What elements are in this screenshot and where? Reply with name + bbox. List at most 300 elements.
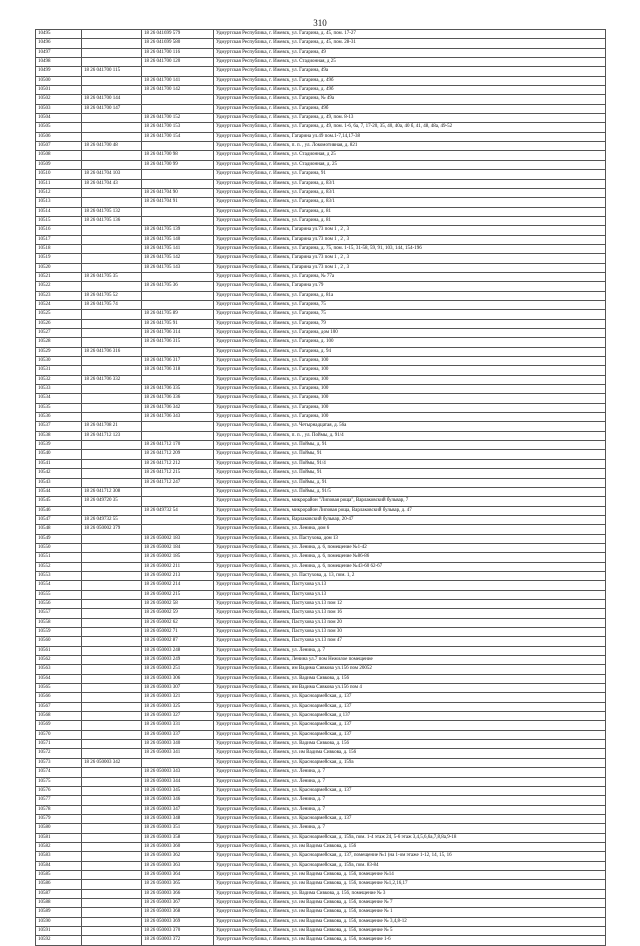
- row-number-cell: 10503: [36, 104, 82, 113]
- building-cadastral-number-cell: 18 26 050002 87: [142, 637, 214, 646]
- address-cell: Удмуртская Республика, г. Ижевск, микрорайон "Липовая роща", Варлаковский бульвар, 7: [214, 497, 606, 506]
- building-cadastral-number-cell: 18 26 041705 143: [142, 263, 214, 272]
- land-cadastral-number-cell: [82, 842, 142, 851]
- address-cell: Удмуртская Республика, г. Ижевск, Пастухова ул.13 пом 20: [214, 618, 606, 627]
- table-row: [36, 571, 606, 580]
- building-cadastral-number-cell: 18 26 050003 340: [142, 740, 214, 749]
- row-number-cell: 10527: [36, 329, 82, 338]
- address-cell: Удмуртская Республика, г. Ижевск, ул. Гагарина, д. 75, пом. 1-15, 31-58, 59, 91, 103, 144, 154-196: [214, 244, 606, 253]
- building-cadastral-number-cell: 18 26 050003 251: [142, 665, 214, 674]
- address-cell: Удмуртская Республика, г. Ижевск, п. п. , ул. Поймы, д. 91/4: [214, 431, 606, 440]
- row-number-cell: 10579: [36, 814, 82, 823]
- address-cell: Удмуртская Республика, г. Ижевск, ул. Гагарина, д. 81: [214, 207, 606, 216]
- building-cadastral-number-cell: 18 26 041699 579: [142, 30, 214, 39]
- table-row: [36, 263, 606, 272]
- land-cadastral-number-cell: [82, 58, 142, 67]
- land-cadastral-number-cell: [82, 889, 142, 898]
- row-number-cell: 10518: [36, 244, 82, 253]
- address-cell: Удмуртская Республика, г. Ижевск, Пастухова ул.13 пом 30: [214, 628, 606, 637]
- row-number-cell: 10568: [36, 712, 82, 721]
- table-row: [36, 497, 606, 506]
- land-cadastral-number-cell: 18 26 041700 48: [82, 142, 142, 151]
- address-cell: Удмуртская Республика, г. Ижевск, ул. Пастухова, д. 13, пом. 1, 2: [214, 571, 606, 580]
- land-cadastral-number-cell: [82, 543, 142, 552]
- building-cadastral-number-cell: 18 26 050003 321: [142, 693, 214, 702]
- land-cadastral-number-cell: [82, 394, 142, 403]
- building-cadastral-number-cell: 18 26 041705 140: [142, 235, 214, 244]
- table-row: [36, 684, 606, 693]
- building-cadastral-number-cell: 18 26 050003 365: [142, 880, 214, 889]
- address-cell: Удмуртская Республика, г. Ижевск, ул. Гагарина, д. 83/1: [214, 198, 606, 207]
- building-cadastral-number-cell: 18 26 041704 91: [142, 198, 214, 207]
- row-number-cell: 10551: [36, 553, 82, 562]
- building-cadastral-number-cell: 18 26 050003 362: [142, 852, 214, 861]
- building-cadastral-number-cell: 18 26 041705 36: [142, 282, 214, 291]
- table-row: [36, 525, 606, 534]
- land-cadastral-number-cell: [82, 852, 142, 861]
- row-number-cell: 10501: [36, 86, 82, 95]
- table-row: [36, 852, 606, 861]
- table-row: [36, 300, 606, 309]
- land-cadastral-number-cell: 18 26 041705 136: [82, 216, 142, 225]
- address-cell: Удмуртская Республика, г. Ижевск, ул. Красноармейская, д. 159а: [214, 758, 606, 767]
- land-cadastral-number-cell: [82, 814, 142, 823]
- building-cadastral-number-cell: 18 26 050003 325: [142, 702, 214, 711]
- address-cell: Удмуртская Республика, г. Ижевск, ул. Гагарина, 49: [214, 48, 606, 57]
- row-number-cell: 10499: [36, 67, 82, 76]
- table-row: [36, 385, 606, 394]
- building-cadastral-number-cell: 18 26 041712 212: [142, 459, 214, 468]
- row-number-cell: 10585: [36, 870, 82, 879]
- page-number: 310: [313, 18, 327, 28]
- land-cadastral-number-cell: 18 26 041712 308: [82, 487, 142, 496]
- table-row: [36, 637, 606, 646]
- table-row: [36, 889, 606, 898]
- table-row: [36, 590, 606, 599]
- address-cell: Удмуртская Республика, г. Ижевск, ул. Гагарина, 100: [214, 375, 606, 384]
- land-cadastral-number-cell: [82, 880, 142, 889]
- table-row: [36, 562, 606, 571]
- building-cadastral-number-cell: [142, 497, 214, 506]
- row-number-cell: 10502: [36, 95, 82, 104]
- land-cadastral-number-cell: 18 26 041705 52: [82, 291, 142, 300]
- land-cadastral-number-cell: [82, 646, 142, 655]
- row-number-cell: 10588: [36, 898, 82, 907]
- address-cell: Удмуртская Республика, г. Ижевск, ул. Красноармейская, д. 137: [214, 786, 606, 795]
- table-row: [36, 357, 606, 366]
- register-body: [36, 30, 606, 946]
- address-cell: Удмуртская Республика, г. Ижевск, ул. Гагарина, 100: [214, 366, 606, 375]
- address-cell: Удмуртская Республика, г. Ижевск, ул. Гагарина, 49а: [214, 67, 606, 76]
- address-cell: Удмуртская Республика, г. Ижевск, ул. Стадионная, д. 25: [214, 160, 606, 169]
- address-cell: Удмуртская Республика, г. Ижевск, Гагарина ул.73 пом 1 , 2 , 3: [214, 235, 606, 244]
- land-cadastral-number-cell: [82, 319, 142, 328]
- land-cadastral-number-cell: [82, 263, 142, 272]
- table-row: [36, 48, 606, 57]
- land-cadastral-number-cell: [82, 385, 142, 394]
- table-row: [36, 188, 606, 197]
- address-cell: Удмуртская Республика, г. Ижевск, Пастухова ул.13: [214, 590, 606, 599]
- land-cadastral-number-cell: [82, 123, 142, 132]
- table-row: [36, 543, 606, 552]
- row-number-cell: 10586: [36, 880, 82, 889]
- building-cadastral-number-cell: 18 26 050003 344: [142, 777, 214, 786]
- table-row: [36, 898, 606, 907]
- table-row: [36, 702, 606, 711]
- table-row: [36, 786, 606, 795]
- land-cadastral-number-cell: [82, 553, 142, 562]
- row-number-cell: 10553: [36, 571, 82, 580]
- row-number-cell: 10512: [36, 188, 82, 197]
- land-cadastral-number-cell: [82, 48, 142, 57]
- table-row: [36, 917, 606, 926]
- address-cell: Удмуртская Республика, г. Ижевск, ул. Гагарина, дом 100: [214, 329, 606, 338]
- building-cadastral-number-cell: 18 26 050002 213: [142, 571, 214, 580]
- address-cell: Удмуртская Республика, г. Ижевск, микрорайон Липовая роща, Варлаковский бульвар, д. 47: [214, 506, 606, 515]
- address-cell: Удмуртская Республика, г. Ижевск, им Вадима Сивкова ул.156 пом 4: [214, 684, 606, 693]
- row-number-cell: 10496: [36, 39, 82, 48]
- building-cadastral-number-cell: 18 26 041705 91: [142, 319, 214, 328]
- building-cadastral-number-cell: 18 26 050003 347: [142, 805, 214, 814]
- table-row: [36, 581, 606, 590]
- address-cell: Удмуртская Республика, г. Ижевск, ул. им Вадима Сивкова, д. 156, помещение № 3,4,8-12: [214, 917, 606, 926]
- table-row: [36, 86, 606, 95]
- building-cadastral-number-cell: 18 26 050003 370: [142, 927, 214, 936]
- land-cadastral-number-cell: [82, 590, 142, 599]
- land-cadastral-number-cell: [82, 796, 142, 805]
- row-number-cell: 10580: [36, 824, 82, 833]
- address-cell: Удмуртская Республика, г. Ижевск, Гагарина ул.73 пом 1 , 2 , 3: [214, 254, 606, 263]
- table-row: [36, 861, 606, 870]
- row-number-cell: 10523: [36, 291, 82, 300]
- row-number-cell: 10534: [36, 394, 82, 403]
- address-cell: Удмуртская Республика, г. Ижевск, ул. Гагарина, д. 45, пом. 28-31: [214, 39, 606, 48]
- address-cell: Удмуртская Республика, г. Ижевск, ул. Вадима Сивкова, д. 156, помещение № 3: [214, 889, 606, 898]
- building-cadastral-number-cell: 18 26 050003 345: [142, 786, 214, 795]
- building-cadastral-number-cell: 18 26 050003 248: [142, 646, 214, 655]
- land-cadastral-number-cell: [82, 721, 142, 730]
- row-number-cell: 10558: [36, 618, 82, 627]
- address-cell: Удмуртская Республика, г. Ижевск, ул. Четырнадцатая, д. 56а: [214, 422, 606, 431]
- building-cadastral-number-cell: 18 26 041712 209: [142, 450, 214, 459]
- land-cadastral-number-cell: [82, 618, 142, 627]
- address-cell: Удмуртская Республика, г. Ижевск, ул. Гагарина, 75: [214, 300, 606, 309]
- land-cadastral-number-cell: [82, 506, 142, 515]
- building-cadastral-number-cell: [142, 67, 214, 76]
- building-cadastral-number-cell: 18 26 041706 335: [142, 385, 214, 394]
- table-row: [36, 403, 606, 412]
- row-number-cell: 10592: [36, 936, 82, 945]
- table-row: [36, 740, 606, 749]
- land-cadastral-number-cell: [82, 403, 142, 412]
- table-row: [36, 628, 606, 637]
- building-cadastral-number-cell: 18 26 041712 247: [142, 478, 214, 487]
- row-number-cell: 10526: [36, 319, 82, 328]
- row-number-cell: 10531: [36, 366, 82, 375]
- row-number-cell: 10538: [36, 431, 82, 440]
- land-cadastral-number-cell: [82, 674, 142, 683]
- land-cadastral-number-cell: 18 26 049720 35: [82, 497, 142, 506]
- row-number-cell: 10582: [36, 842, 82, 851]
- row-number-cell: 10541: [36, 459, 82, 468]
- row-number-cell: 10556: [36, 599, 82, 608]
- building-cadastral-number-cell: [142, 431, 214, 440]
- address-cell: Удмуртская Республика, г. Ижевск, ул. Ленина, д. 7: [214, 796, 606, 805]
- land-cadastral-number-cell: [82, 132, 142, 141]
- address-cell: Удмуртская Республика, г. Ижевск, ул. Вадима Сивкова, д. 156: [214, 674, 606, 683]
- building-cadastral-number-cell: 18 26 041706 315: [142, 338, 214, 347]
- land-cadastral-number-cell: [82, 151, 142, 160]
- table-row: [36, 478, 606, 487]
- table-row: [36, 665, 606, 674]
- building-cadastral-number-cell: 18 26 050003 341: [142, 749, 214, 758]
- land-cadastral-number-cell: 18 26 041705 35: [82, 272, 142, 281]
- table-row: [36, 927, 606, 936]
- row-number-cell: 10564: [36, 674, 82, 683]
- table-row: [36, 824, 606, 833]
- address-cell: Удмуртская Республика, г. Ижевск, ул. Гагарина, д. 49, пом. 1-6, 6а, 7, 17-20, 35, 40, 40а, 40 б, 41, 48, 48а, 49-52: [214, 123, 606, 132]
- row-number-cell: 10529: [36, 347, 82, 356]
- row-number-cell: 10497: [36, 48, 82, 57]
- table-row: [36, 646, 606, 655]
- table-row: [36, 338, 606, 347]
- building-cadastral-number-cell: 18 26 050002 62: [142, 618, 214, 627]
- address-cell: Удмуртская Республика, г. Ижевск, Ленина ул.7 пом Нежилое помещение: [214, 656, 606, 665]
- land-cadastral-number-cell: [82, 786, 142, 795]
- address-cell: Удмуртская Республика, г. Ижевск, ул. им Вадима Сивкова, д. 156, помещение 1-6: [214, 936, 606, 945]
- row-number-cell: 10500: [36, 76, 82, 85]
- address-cell: Удмуртская Республика, г. Ижевск, ул. им Вадима Сивкова, д. 156, помещение № 1: [214, 908, 606, 917]
- table-row: [36, 534, 606, 543]
- address-cell: Удмуртская Республика, г. Ижевск, им Вадима Сивкова ул.156 пом 20052: [214, 665, 606, 674]
- land-cadastral-number-cell: [82, 198, 142, 207]
- address-cell: Удмуртская Республика, г. Ижевск, ул. Красноармейская, д 137: [214, 712, 606, 721]
- land-cadastral-number-cell: [82, 338, 142, 347]
- table-row: [36, 469, 606, 478]
- land-cadastral-number-cell: 18 26 041700 144: [82, 95, 142, 104]
- building-cadastral-number-cell: 18 26 041706 314: [142, 329, 214, 338]
- land-cadastral-number-cell: [82, 413, 142, 422]
- table-row: [36, 618, 606, 627]
- row-number-cell: 10520: [36, 263, 82, 272]
- address-cell: Удмуртская Республика, г. Ижевск, ул. Гагарина, 100: [214, 413, 606, 422]
- building-cadastral-number-cell: [142, 375, 214, 384]
- table-row: [36, 487, 606, 496]
- row-number-cell: 10569: [36, 721, 82, 730]
- table-row: [36, 842, 606, 851]
- address-cell: Удмуртская Республика, г. Ижевск, ул. Гагарина, д. 49б: [214, 76, 606, 85]
- building-cadastral-number-cell: [142, 170, 214, 179]
- address-cell: Удмуртская Республика, г. Ижевск, ул. Гагарина, 49б: [214, 104, 606, 113]
- address-cell: Удмуртская Республика, г. Ижевск, ул. Гагарина, № 49а: [214, 95, 606, 104]
- building-cadastral-number-cell: 18 26 041700 120: [142, 58, 214, 67]
- row-number-cell: 10495: [36, 30, 82, 39]
- building-cadastral-number-cell: [142, 179, 214, 188]
- address-cell: Удмуртская Республика, г. Ижевск, ул. им Вадима Сивкова, д. 156: [214, 749, 606, 758]
- row-number-cell: 10513: [36, 198, 82, 207]
- row-number-cell: 10540: [36, 450, 82, 459]
- land-cadastral-number-cell: 18 26 050003 342: [82, 758, 142, 767]
- building-cadastral-number-cell: 18 26 050003 360: [142, 842, 214, 851]
- row-number-cell: 10577: [36, 796, 82, 805]
- row-number-cell: 10571: [36, 740, 82, 749]
- row-number-cell: 10514: [36, 207, 82, 216]
- land-cadastral-number-cell: 18 26 041705 74: [82, 300, 142, 309]
- land-cadastral-number-cell: 18 26 041700 147: [82, 104, 142, 113]
- land-cadastral-number-cell: [82, 441, 142, 450]
- land-cadastral-number-cell: [82, 76, 142, 85]
- table-row: [36, 758, 606, 767]
- building-cadastral-number-cell: 18 26 041712 215: [142, 469, 214, 478]
- row-number-cell: 10504: [36, 114, 82, 123]
- land-cadastral-number-cell: [82, 39, 142, 48]
- building-cadastral-number-cell: 18 26 041700 98: [142, 151, 214, 160]
- building-cadastral-number-cell: 18 26 041705 142: [142, 254, 214, 263]
- address-cell: Удмуртская Республика, г. Ижевск, ул. Ленина, д. 7: [214, 805, 606, 814]
- row-number-cell: 10555: [36, 590, 82, 599]
- building-cadastral-number-cell: 18 26 041705 139: [142, 226, 214, 235]
- address-cell: Удмуртская Республика, г. Ижевск, ул. Гагарина, 100: [214, 403, 606, 412]
- address-cell: Удмуртская Республика, г. Ижевск, ул. Гагарина, д. 100: [214, 338, 606, 347]
- row-number-cell: 10533: [36, 385, 82, 394]
- land-cadastral-number-cell: [82, 936, 142, 945]
- address-cell: Удмуртская Республика, г. Ижевск, Гагарина ул.73 пом 1 , 2 , 3: [214, 263, 606, 272]
- table-row: [36, 674, 606, 683]
- row-number-cell: 10548: [36, 525, 82, 534]
- row-number-cell: 10549: [36, 534, 82, 543]
- building-cadastral-number-cell: 18 26 041706 343: [142, 413, 214, 422]
- address-cell: Удмуртская Республика, г. Ижевск, ул. Вадима Сивкова, д. 156: [214, 740, 606, 749]
- table-row: [36, 291, 606, 300]
- building-cadastral-number-cell: 18 26 050002 71: [142, 628, 214, 637]
- row-number-cell: 10589: [36, 908, 82, 917]
- land-cadastral-number-cell: [82, 366, 142, 375]
- building-cadastral-number-cell: 18 26 041700 142: [142, 86, 214, 95]
- land-cadastral-number-cell: [82, 684, 142, 693]
- address-cell: Удмуртская Республика, г. Ижевск, ул. Поймы, д. 91/5: [214, 487, 606, 496]
- land-cadastral-number-cell: [82, 609, 142, 618]
- building-cadastral-number-cell: 18 26 041700 116: [142, 48, 214, 57]
- row-number-cell: 10506: [36, 132, 82, 141]
- building-cadastral-number-cell: 18 26 041706 342: [142, 403, 214, 412]
- building-cadastral-number-cell: 18 26 050002 58: [142, 599, 214, 608]
- address-cell: Удмуртская Республика, г. Ижевск, ул. им Вадима Сивкова, д. 156: [214, 842, 606, 851]
- address-cell: Удмуртская Республика, г. Ижевск, Пастухова ул.13 пом 16: [214, 609, 606, 618]
- land-cadastral-number-cell: [82, 235, 142, 244]
- land-cadastral-number-cell: [82, 160, 142, 169]
- table-row: [36, 814, 606, 823]
- land-cadastral-number-cell: [82, 693, 142, 702]
- building-cadastral-number-cell: 18 26 041700 153: [142, 123, 214, 132]
- land-cadastral-number-cell: [82, 226, 142, 235]
- address-cell: Удмуртская Республика, г. Ижевск, Пастухова ул.13 пом 47: [214, 637, 606, 646]
- table-row: [36, 310, 606, 319]
- address-cell: Удмуртская Республика, г. Ижевск, ул. Стадионная, д 25: [214, 151, 606, 160]
- land-cadastral-number-cell: [82, 927, 142, 936]
- building-cadastral-number-cell: [142, 272, 214, 281]
- land-cadastral-number-cell: [82, 749, 142, 758]
- table-row: [36, 777, 606, 786]
- address-cell: Удмуртская Республика, г. Ижевск, ул. Ленина, д. 7: [214, 646, 606, 655]
- address-cell: Удмуртская Республика, г. Ижевск, ул. Пастухова, дом 13: [214, 534, 606, 543]
- table-row: [36, 506, 606, 515]
- address-cell: Удмуртская Республика, г. Ижевск, Пастухова ул.13: [214, 581, 606, 590]
- table-row: [36, 329, 606, 338]
- row-number-cell: 10574: [36, 768, 82, 777]
- address-cell: Удмуртская Республика, г. Ижевск, ул. Поймы, 91: [214, 469, 606, 478]
- table-row: [36, 39, 606, 48]
- address-cell: Удмуртская Республика, г. Ижевск, ул. Стадионная, д 25: [214, 58, 606, 67]
- land-cadastral-number-cell: [82, 450, 142, 459]
- building-cadastral-number-cell: 18 26 050002 185: [142, 553, 214, 562]
- land-cadastral-number-cell: 18 26 041700 115: [82, 67, 142, 76]
- land-cadastral-number-cell: [82, 768, 142, 777]
- land-cadastral-number-cell: [82, 861, 142, 870]
- table-row: [36, 319, 606, 328]
- address-cell: Удмуртская Республика, г. Ижевск, ул. им Вадима Сивкова, д. 156, помещение № 5: [214, 927, 606, 936]
- land-cadastral-number-cell: 18 26 041708 21: [82, 422, 142, 431]
- table-row: [36, 347, 606, 356]
- land-cadastral-number-cell: [82, 833, 142, 842]
- row-number-cell: 10590: [36, 917, 82, 926]
- table-row: [36, 254, 606, 263]
- row-number-cell: 10545: [36, 497, 82, 506]
- land-cadastral-number-cell: [82, 459, 142, 468]
- table-row: [36, 908, 606, 917]
- table-row: [36, 226, 606, 235]
- land-cadastral-number-cell: 18 26 050002 379: [82, 525, 142, 534]
- row-number-cell: 10554: [36, 581, 82, 590]
- building-cadastral-number-cell: 18 26 050003 351: [142, 824, 214, 833]
- building-cadastral-number-cell: [142, 515, 214, 524]
- table-row: [36, 394, 606, 403]
- land-cadastral-number-cell: [82, 824, 142, 833]
- land-cadastral-number-cell: [82, 712, 142, 721]
- row-number-cell: 10561: [36, 646, 82, 655]
- land-cadastral-number-cell: [82, 656, 142, 665]
- table-row: [36, 151, 606, 160]
- row-number-cell: 10525: [36, 310, 82, 319]
- table-row: [36, 160, 606, 169]
- row-number-cell: 10535: [36, 403, 82, 412]
- row-number-cell: 10544: [36, 487, 82, 496]
- address-cell: Удмуртская Республика, г. Ижевск, ул. Гагарина, д. 81: [214, 216, 606, 225]
- land-cadastral-number-cell: [82, 599, 142, 608]
- address-cell: Удмуртская Республика, г. Ижевск, ул. Ленина, д. 7: [214, 824, 606, 833]
- address-cell: Удмуртская Республика, г. Ижевск, ул. им Вадима Сивкова, д. 156, помещение №1,2,16,17: [214, 880, 606, 889]
- table-row: [36, 768, 606, 777]
- building-cadastral-number-cell: 18 26 041700 152: [142, 114, 214, 123]
- table-row: [36, 104, 606, 113]
- address-cell: Удмуртская Республика, г. Ижевск, ул. Ленина, д. 6, помещение №86-86: [214, 553, 606, 562]
- address-cell: Удмуртская Республика, г. Ижевск, п. п. , ул. Локомотивная, д. 821: [214, 142, 606, 151]
- building-cadastral-number-cell: [142, 525, 214, 534]
- row-number-cell: 10570: [36, 730, 82, 739]
- building-cadastral-number-cell: 18 26 041706 317: [142, 357, 214, 366]
- row-number-cell: 10562: [36, 656, 82, 665]
- row-number-cell: 10521: [36, 272, 82, 281]
- land-cadastral-number-cell: 18 26 041712 123: [82, 431, 142, 440]
- row-number-cell: 10510: [36, 170, 82, 179]
- table-row: [36, 114, 606, 123]
- building-cadastral-number-cell: [142, 347, 214, 356]
- address-cell: Удмуртская Республика, г. Ижевск, ул. Гагарина, № 77а: [214, 272, 606, 281]
- address-cell: Удмуртская Республика, г. Ижевск, ул. Ленина, д. 6, помещение №1-42: [214, 543, 606, 552]
- building-cadastral-number-cell: 18 26 050003 372: [142, 936, 214, 945]
- land-cadastral-number-cell: 18 26 041704 103: [82, 170, 142, 179]
- building-cadastral-number-cell: 18 26 050003 346: [142, 796, 214, 805]
- land-cadastral-number-cell: 18 26 049732 55: [82, 515, 142, 524]
